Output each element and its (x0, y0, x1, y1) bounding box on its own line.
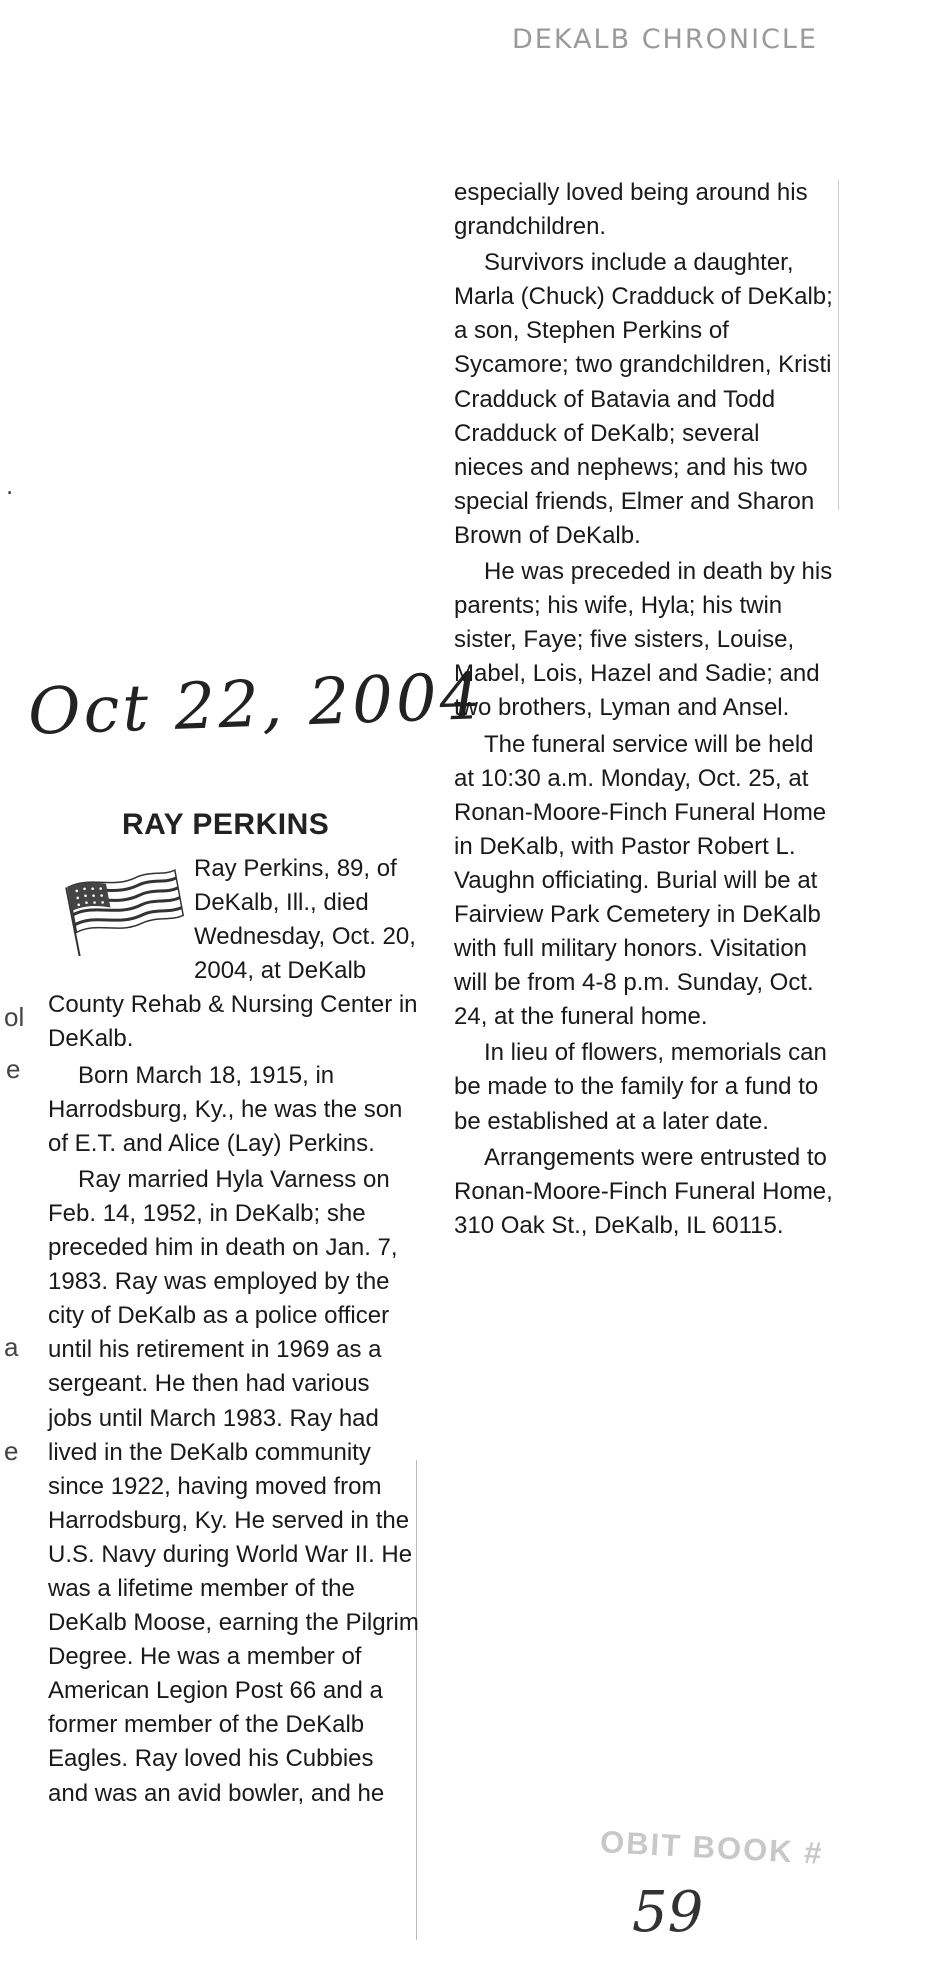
obit-book-stamp: OBIT BOOK # (599, 1824, 825, 1871)
obituary-intro: Ray Perkins, 89, of DeKalb, Ill., died Wednesday, Oct. 20, 2004, at DeKalb County Rehab & Nursing Center in DeKalb. (48, 852, 420, 1057)
obituary-survivors-paragraph: Survivors include a daughter, Marla (Chuck) Cradduck of DeKalb; a son, Stephen Perkins of Sycamore; two grandchildren, Kristi Cradduck of Batavia and Todd Cradduck of DeKalb; several nieces and nephews; and his two special friends, Elmer and Sharon Brown of DeKalb. (454, 249, 833, 549)
obituary-funeral-paragraph: The funeral service will be held at 10:30 a.m. Monday, Oct. 25, at Ronan-Moore-Finch Funeral Home in DeKalb, with Pastor Robert L. Vaughn officiating. Burial will be at Fairview Park Cemetery in DeKalb with full military honors. Visitation will be from 4-8 p.m. Sunday, Oct. 24, at the funeral home. (454, 730, 827, 1031)
clipped-edge-text: e (4, 1436, 19, 1466)
clipped-edge-text: ol (4, 1002, 25, 1032)
obituary-life-paragraph: Ray married Hyla Varness on Feb. 14, 1952, in DeKalb; she preceded him in death on Jan. 7, 1983. Ray was employed by the city of DeKalb as a police officer until his retirement in 1969 as a sergeant. He then had various jobs until March 1983. Ray had lived in the DeKalb community since 1922, having moved from Harrodsburg, Ky. He served in the U.S. Navy during World War II. He was a lifetime member of the DeKalb Moose, earning the Pilgrim Degree. He was a member of American Legion Post 66 and a former member of the DeKalb Eagles. Ray loved his Cubbies and was an avid bowler, and he (48, 1165, 419, 1807)
clipped-edge-text: . (6, 470, 14, 500)
obituary-memorials-paragraph: In lieu of flowers, memorials can be made to the family for a fund to be established at a later date. (454, 1039, 827, 1135)
obituary-birth-paragraph: Born March 18, 1915, in Harrodsburg, Ky., he was the son of E.T. and Alice (Lay) Perkins. (48, 1061, 403, 1157)
obituary-arrangements-paragraph: Arrangements were entrusted to Ronan-Moore-Finch Funeral Home, 310 Oak St., DeKalb, IL 60115. (454, 1143, 833, 1239)
right-column (454, 176, 834, 1245)
obituary-continued-paragraph: especially loved being around his grandchildren. (454, 179, 808, 241)
obit-book-number: 59 (632, 1880, 704, 1945)
left-column (48, 852, 420, 1813)
column-rule (838, 180, 839, 510)
newspaper-masthead: DEKALB CHRONICLE (512, 24, 818, 55)
flag-spacer (48, 852, 194, 984)
handwritten-date: Oct 22, 2004 (26, 660, 485, 750)
clipped-edge-text: e (6, 1054, 21, 1084)
obituary-headline: RAY PERKINS (122, 808, 330, 841)
clipped-edge-text: a (4, 1332, 19, 1362)
obituary-preceded-paragraph: He was preceded in death by his parents; his wife, Hyla; his twin sister, Faye; five sisters, Louise, Mabel, Lois, Hazel and Sadie; and two brothers, Lyman and Ansel. (454, 558, 833, 722)
